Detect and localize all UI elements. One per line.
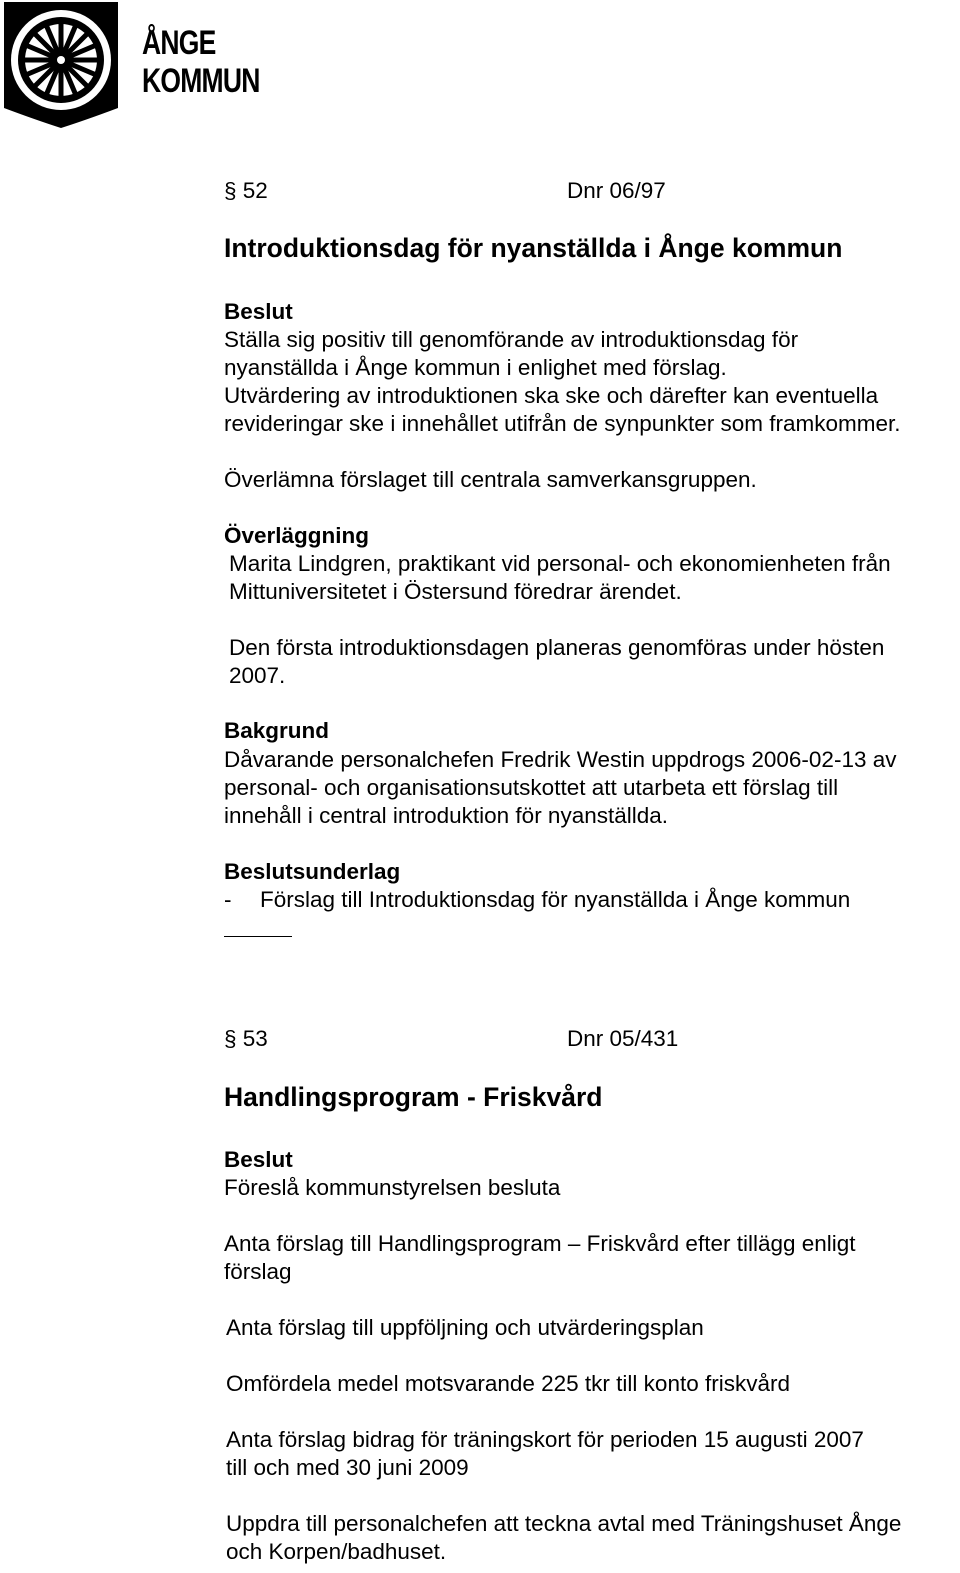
overlaggning-line: Marita Lindgren, praktikant vid personal- och ekonomienheten från [229, 551, 891, 576]
anta-traningskort-line: till och med 30 juni 2009 [226, 1455, 469, 1480]
wheel-shield-icon [2, 0, 120, 130]
beslut-line: Utvärdering av introduktionen ska ske och därefter kan eventuella [224, 383, 879, 408]
logo-line-1: ÅNGE [142, 24, 216, 62]
anta-uppfoljning-text: Anta förslag till uppföljning och utvärderingsplan [226, 1315, 704, 1340]
section-number-52: § 52 [224, 178, 268, 203]
dnr-52: Dnr 06/97 [567, 178, 666, 203]
bakgrund-line: Dåvarande personalchefen Fredrik Westin uppdrogs 2006-02-13 av [224, 747, 897, 772]
beslut-line: nyanställda i Ånge kommun i enlighet med förslag. [224, 355, 727, 380]
list-bullet-dash: - [224, 887, 232, 912]
overlamna-text: Överlämna förslaget till centrala samverkansgruppen. [224, 467, 757, 492]
logo-wordmark [142, 24, 260, 100]
beslut-heading-53: Beslut [224, 1147, 293, 1172]
forsta-line: Den första introduktionsdagen planeras genomföras under hösten [229, 635, 885, 660]
bakgrund-heading: Bakgrund [224, 718, 330, 743]
underlag-item: Förslag till Introduktionsdag för nyanställda i Ånge kommun [260, 887, 851, 912]
omfordela-text: Omfördela medel motsvarande 225 tkr till konto friskvård [226, 1371, 790, 1396]
beslut-line: Ställa sig positiv till genomförande av introduktionsdag för [224, 327, 799, 352]
section-number-53: § 53 [224, 1026, 268, 1051]
anta-traningskort-line: Anta förslag bidrag för träningskort för perioden 15 augusti 2007 [226, 1427, 864, 1452]
bakgrund-line: personal- och organisationsutskottet att utarbeta ett förslag till [224, 775, 839, 800]
anta-handlingsprogram-line: Anta förslag till Handlingsprogram – Friskvård efter tillägg enligt [224, 1231, 856, 1256]
overlaggning-line: Mittuniversitetet i Östersund föredrar ärendet. [229, 579, 682, 604]
dnr-53: Dnr 05/431 [567, 1026, 679, 1051]
beslut-line: revideringar ske i innehållet utifrån de synpunkter som framkommer. [224, 411, 901, 436]
forsta-line: 2007. [229, 663, 286, 688]
beslutsunderlag-heading: Beslutsunderlag [224, 859, 401, 884]
overlaggning-heading: Överläggning [224, 523, 370, 548]
foresla-text: Föreslå kommunstyrelsen besluta [224, 1175, 561, 1200]
ange-kommun-logo [2, 0, 260, 130]
item-title-53: Handlingsprogram - Friskvård [224, 1082, 603, 1112]
beslut-heading-52: Beslut [224, 299, 293, 324]
anta-handlingsprogram-line: förslag [224, 1259, 292, 1284]
item-title-52: Introduktionsdag för nyanställda i Ånge kommun [224, 233, 843, 263]
section-divider [224, 936, 292, 937]
uppdra-line: och Korpen/badhuset. [226, 1539, 447, 1564]
uppdra-line: Uppdra till personalchefen att teckna avtal med Träningshuset Ånge [226, 1511, 902, 1536]
logo-line-2: KOMMUN [142, 62, 260, 100]
bakgrund-line: innehåll i central introduktion för nyanställda. [224, 803, 669, 828]
